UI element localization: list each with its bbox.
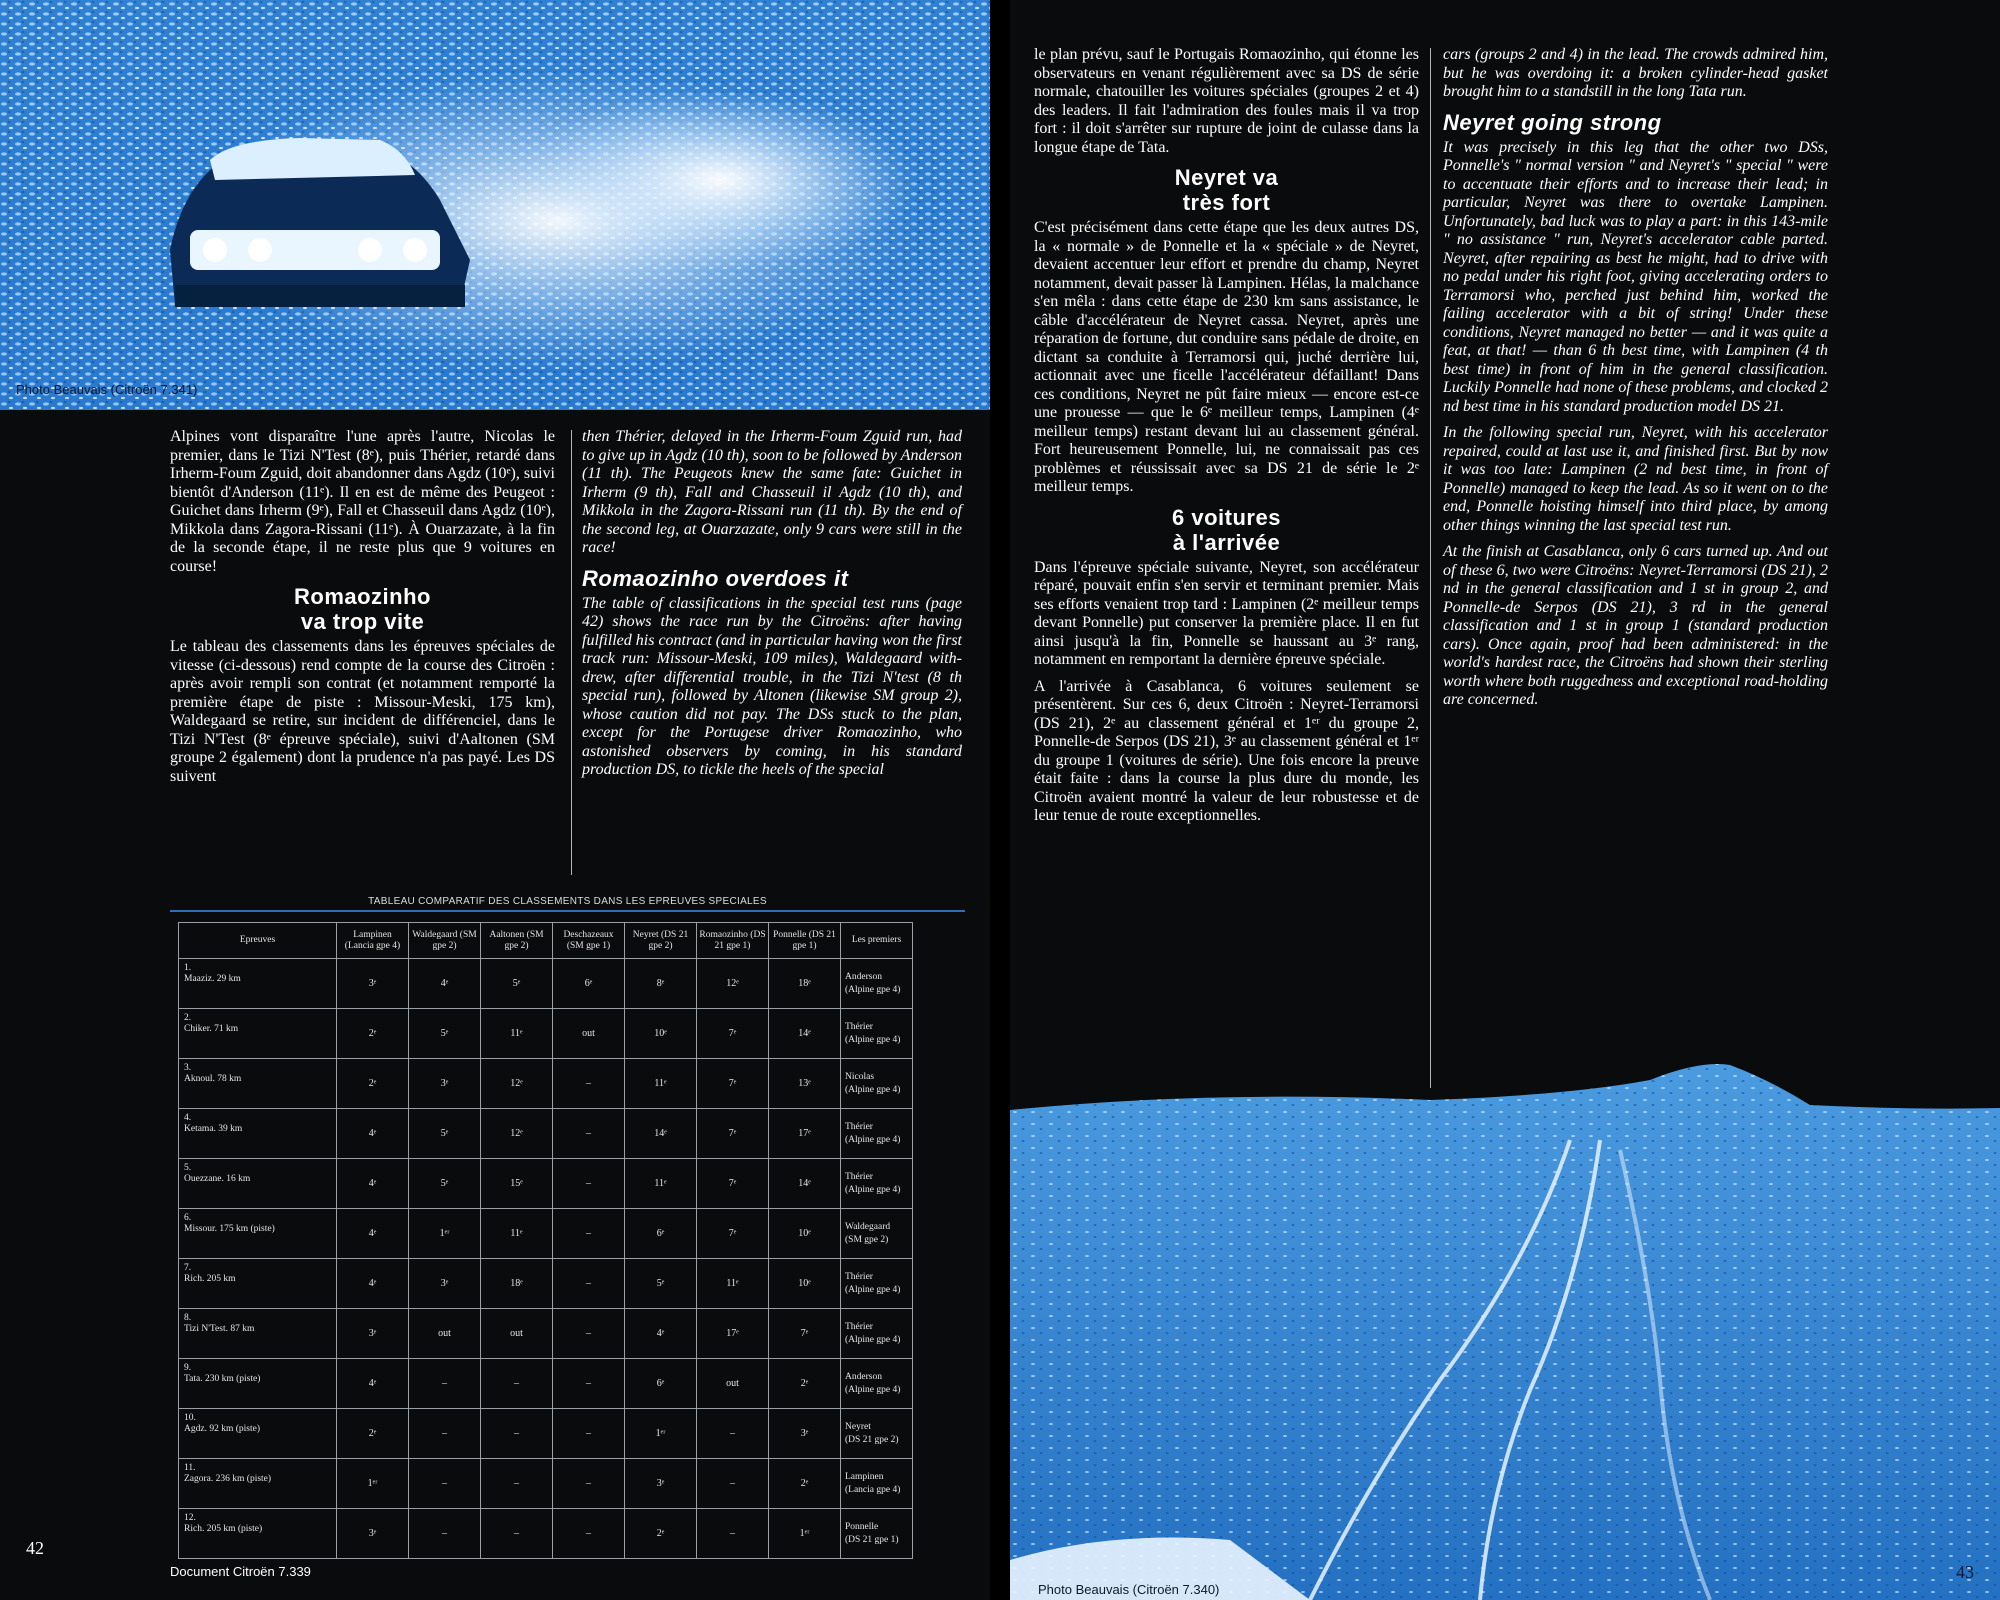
stage-cell bbox=[179, 1459, 337, 1509]
stage-cell bbox=[179, 1209, 337, 1259]
table-row bbox=[179, 1009, 913, 1059]
winner-category: (Alpine gpe 4) bbox=[845, 1334, 901, 1345]
stage-number: 2. bbox=[184, 1013, 192, 1023]
rank-cell: – bbox=[697, 1409, 769, 1459]
rank-cell: 2ᵉ bbox=[769, 1459, 841, 1509]
table-row bbox=[179, 1509, 913, 1559]
rank-cell: 1ᵉʳ bbox=[769, 1509, 841, 1559]
winner-cell bbox=[841, 1009, 913, 1059]
rank-cell: 6ᵉ bbox=[553, 959, 625, 1009]
rally-car-image bbox=[0, 0, 990, 410]
column-rule bbox=[1430, 48, 1431, 1088]
english-column-right bbox=[1443, 46, 1828, 710]
stage-name: Chiker. 71 km bbox=[184, 1024, 239, 1034]
stage-cell bbox=[179, 1309, 337, 1359]
heading-line: 6 voitures bbox=[1172, 504, 1281, 530]
page-number-left: 42 bbox=[26, 1538, 44, 1558]
rank-cell: – bbox=[553, 1359, 625, 1409]
desert-road-image bbox=[1010, 1060, 2000, 1600]
paragraph: cars (groups 2 and 4) in the lead. The crowds admired him, but he was overdoing it: a broken cylinder-head gasket brought him to a standstill in the long Tata run. bbox=[1443, 46, 1828, 100]
stage-name: Rich. 205 km (piste) bbox=[184, 1524, 263, 1534]
heading-line: Neyret va bbox=[1174, 165, 1279, 190]
rank-cell: 7ᵉ bbox=[769, 1309, 841, 1359]
rank-cell: 14ᵉ bbox=[769, 1009, 841, 1059]
stage-cell bbox=[179, 1409, 337, 1459]
rank-cell: 3ᵉ bbox=[769, 1409, 841, 1459]
stage-cell bbox=[179, 1259, 337, 1309]
winner-cell bbox=[841, 1159, 913, 1209]
english-column-left bbox=[582, 428, 962, 780]
rank-cell: 3ᵉ bbox=[337, 959, 409, 1009]
table-body bbox=[179, 959, 913, 1559]
rank-cell: 4ᵉ bbox=[337, 1209, 409, 1259]
table-row bbox=[179, 1159, 913, 1209]
rank-cell: 4ᵉ bbox=[409, 959, 481, 1009]
rank-cell: 2ᵉ bbox=[625, 1509, 697, 1559]
heading-line: Romaozinho bbox=[294, 584, 431, 609]
stage-number: 8. bbox=[184, 1313, 192, 1323]
winner-category: (Lancia gpe 4) bbox=[845, 1484, 901, 1495]
winner-cell bbox=[841, 1059, 913, 1109]
winner-category: (Alpine gpe 4) bbox=[845, 1134, 901, 1145]
rank-cell: – bbox=[409, 1509, 481, 1559]
winner-cell bbox=[841, 959, 913, 1009]
paragraph: Alpines vont disparaître l'une après l'autre, Nicolas le premier, dans le Tizi N'Test (8ᵉ), puis Thérier, retardé dans Irherm-Foum Zguid, doit abandonner dans Agdz (10ᵉ), suivi bientôt d'Anderson (11ᵉ). Il en est de même des Peugeot : Guichet dans Irherm (9ᵉ), Fall et Chasseuil dans Agdz (10ᵉ), Mikkola dans Zagora-Rissani (11ᵉ). À Ouarzazate, à la fin de la seconde étape, il ne reste plus que 9 voitures en course! bbox=[170, 428, 555, 575]
rank-cell: – bbox=[553, 1509, 625, 1559]
rank-cell: 17ᵉ bbox=[769, 1109, 841, 1159]
stage-number: 6. bbox=[184, 1213, 192, 1223]
rank-cell: – bbox=[553, 1409, 625, 1459]
winner-name: Anderson bbox=[845, 1371, 882, 1382]
rank-cell: 6ᵉ bbox=[625, 1359, 697, 1409]
rank-cell: 5ᵉ bbox=[409, 1109, 481, 1159]
rank-cell: 7ᵉ bbox=[697, 1109, 769, 1159]
rank-cell: 15ᵉ bbox=[481, 1159, 553, 1209]
stage-number: 4. bbox=[184, 1113, 192, 1123]
left-page bbox=[0, 0, 990, 1600]
rank-cell: – bbox=[553, 1059, 625, 1109]
table-title: TABLEAU COMPARATIF DES CLASSEMENTS DANS LES EPREUVES SPECIALES bbox=[368, 896, 767, 907]
table-row bbox=[179, 1059, 913, 1109]
table-row bbox=[179, 1409, 913, 1459]
rank-cell: 2ᵉ bbox=[337, 1009, 409, 1059]
winner-name: Thérier bbox=[845, 1271, 873, 1282]
winner-category: (Alpine gpe 4) bbox=[845, 1284, 901, 1295]
rank-cell: 7ᵉ bbox=[697, 1209, 769, 1259]
rank-cell: 2ᵉ bbox=[769, 1359, 841, 1409]
rank-cell: 4ᵉ bbox=[337, 1359, 409, 1409]
winner-category: (Alpine gpe 4) bbox=[845, 984, 901, 995]
stage-cell bbox=[179, 1159, 337, 1209]
winner-name: Waldegaard bbox=[845, 1221, 891, 1232]
table-title-rule bbox=[170, 910, 965, 912]
heading-line: très fort bbox=[1182, 190, 1271, 215]
rank-cell: 14ᵉ bbox=[625, 1109, 697, 1159]
winner-name: Thérier bbox=[845, 1321, 873, 1332]
paragraph: le plan prévu, sauf le Portugais Romaozinho, qui étonne les observateurs en venant régulièrement avec sa DS de série normale, chatouiller les voitures spéciales (groupes 2 et 4) des leaders. Il fait l'admiration des foules mais il va trop fort : il doit s'arrêter sur rupture de joint de culasse dans la longue étape de Tata. bbox=[1034, 46, 1419, 156]
winner-name: Ponnelle bbox=[845, 1521, 879, 1532]
rank-cell: 11ᵉ bbox=[625, 1159, 697, 1209]
winner-cell bbox=[841, 1409, 913, 1459]
rank-cell: 4ᵉ bbox=[337, 1259, 409, 1309]
rank-cell: 12ᵉ bbox=[481, 1059, 553, 1109]
winner-name: Thérier bbox=[845, 1171, 873, 1182]
table-header: Ponnelle (DS 21 gpe 1) bbox=[769, 923, 841, 959]
rally-car-photo bbox=[0, 0, 990, 410]
rank-cell: 4ᵉ bbox=[337, 1159, 409, 1209]
winner-category: (Alpine gpe 4) bbox=[845, 1084, 901, 1095]
stage-cell bbox=[179, 1509, 337, 1559]
winner-category: (DS 21 gpe 2) bbox=[845, 1434, 899, 1445]
rank-cell: – bbox=[481, 1509, 553, 1559]
table-row bbox=[179, 1359, 913, 1409]
rank-cell: 10ᵉ bbox=[769, 1259, 841, 1309]
stage-cell bbox=[179, 959, 337, 1009]
table-header: Aaltonen (SM gpe 2) bbox=[481, 923, 553, 959]
rank-cell: 18ᵉ bbox=[481, 1259, 553, 1309]
stage-cell bbox=[179, 1059, 337, 1109]
rank-cell: – bbox=[553, 1309, 625, 1359]
rank-cell: 4ᵉ bbox=[625, 1309, 697, 1359]
table-row bbox=[179, 1109, 913, 1159]
photo-credit-right: Photo Beauvais (Citroën 7.340) bbox=[1038, 1582, 1220, 1597]
stage-name: Missour. 175 km (piste) bbox=[184, 1224, 275, 1234]
winner-cell bbox=[841, 1209, 913, 1259]
stage-number: 11. bbox=[184, 1463, 196, 1473]
winner-name: Thérier bbox=[845, 1121, 873, 1132]
winner-category: (DS 21 gpe 1) bbox=[845, 1534, 899, 1545]
stage-name: Ouezzane. 16 km bbox=[184, 1174, 251, 1184]
rank-cell: – bbox=[553, 1259, 625, 1309]
winner-name: Lampinen bbox=[845, 1471, 884, 1482]
rank-cell: 12ᵉ bbox=[697, 959, 769, 1009]
paragraph: then Thérier, delayed in the Irherm-Foum Zguid run, had to give up in Agdz (10 th), soon to be followed by Anderson (11 th). The Peugeots knew the same fate: Guichet in Irherm (9 th), Fall and Chasseuil il Agdz (10 th), and Mikkola in the Zagora-Rissani run (11 th). By the end of the second leg, at Ouarzazate, only 9 cars were still in the race! bbox=[582, 428, 962, 556]
stage-number: 1. bbox=[184, 963, 192, 973]
heading-line: à l'arrivée bbox=[1172, 529, 1281, 555]
stage-cell bbox=[179, 1109, 337, 1159]
rank-cell: 1ᵉʳ bbox=[625, 1409, 697, 1459]
stage-name: Agdz. 92 km (piste) bbox=[184, 1424, 260, 1434]
table-header: Les premiers bbox=[841, 923, 913, 959]
french-column-left bbox=[170, 428, 555, 786]
rank-cell: 5ᵉ bbox=[409, 1009, 481, 1059]
winner-category: (Alpine gpe 4) bbox=[845, 1034, 901, 1045]
rank-cell: 17ᵉ bbox=[697, 1309, 769, 1359]
rank-cell: out bbox=[409, 1309, 481, 1359]
table-row bbox=[179, 1459, 913, 1509]
rank-cell: 11ᵉ bbox=[697, 1259, 769, 1309]
rank-cell: 5ᵉ bbox=[481, 959, 553, 1009]
stage-cell bbox=[179, 1009, 337, 1059]
rank-cell: – bbox=[553, 1109, 625, 1159]
rank-cell: – bbox=[481, 1359, 553, 1409]
stage-name: Aknoul. 78 km bbox=[184, 1074, 242, 1084]
rank-cell: 6ᵉ bbox=[625, 1209, 697, 1259]
rank-cell: 7ᵉ bbox=[697, 1059, 769, 1109]
section-heading bbox=[170, 584, 555, 634]
table-header: Neyret (DS 21 gpe 2) bbox=[625, 923, 697, 959]
table-header: Epreuves bbox=[179, 923, 337, 959]
table-header: Waldegaard (SM gpe 2) bbox=[409, 923, 481, 959]
rank-cell: 2ᵉ bbox=[337, 1059, 409, 1109]
right-page bbox=[1010, 0, 2000, 1600]
rank-cell: 4ᵉ bbox=[337, 1109, 409, 1159]
page-gutter bbox=[990, 0, 1010, 1600]
rank-cell: – bbox=[697, 1459, 769, 1509]
stage-name: Zagora. 236 km (piste) bbox=[184, 1474, 272, 1484]
winner-cell bbox=[841, 1509, 913, 1559]
rank-cell: – bbox=[553, 1209, 625, 1259]
stage-number: 3. bbox=[184, 1063, 192, 1073]
rank-cell: 1ᵉʳ bbox=[337, 1459, 409, 1509]
winner-name: Anderson bbox=[845, 971, 882, 982]
winner-cell bbox=[841, 1359, 913, 1409]
classification-table bbox=[178, 922, 913, 1559]
rank-cell: – bbox=[481, 1409, 553, 1459]
rank-cell: 10ᵉ bbox=[625, 1009, 697, 1059]
paragraph: Dans l'épreuve spéciale suivante, Neyret, son accélérateur réparé, pouvait enfin s'en servir et terminant premier. Mais ses efforts venaient trop tard : Lampinen (2ᵉ meilleur temps devant Ponnelle) put conserver la première place. Il en fut ainsi jusqu'à la fin, Ponnelle se haussant au 3ᵉ rang, notamment en remportant la dernière épreuve spéciale. bbox=[1034, 558, 1419, 668]
rank-cell: 11ᵉ bbox=[481, 1209, 553, 1259]
rank-cell: 11ᵉ bbox=[625, 1059, 697, 1109]
paragraph: In the following special run, Neyret, with his accelerator repaired, could at last use it, and finished first. But by now it was too late: Lampinen (2 nd best time, in front of Ponnelle) managed to keep the lead. As so it went on to the end, Ponnelle hoisting himself into third place, by among other things winning the last special test run. bbox=[1443, 424, 1828, 534]
table-row bbox=[179, 959, 913, 1009]
classification-table-block bbox=[170, 896, 965, 1559]
table-row bbox=[179, 1309, 913, 1359]
rank-cell: out bbox=[553, 1009, 625, 1059]
rank-cell: – bbox=[409, 1409, 481, 1459]
table-header-row bbox=[179, 923, 913, 959]
stage-number: 5. bbox=[184, 1163, 192, 1173]
winner-category: (Alpine gpe 4) bbox=[845, 1184, 901, 1195]
page-number-right: 43 bbox=[1956, 1562, 1974, 1582]
table-header: Lampinen (Lancia gpe 4) bbox=[337, 923, 409, 959]
table-header: Romaozinho (DS 21 gpe 1) bbox=[697, 923, 769, 959]
rank-cell: 11ᵉ bbox=[481, 1009, 553, 1059]
stage-number: 10. bbox=[184, 1413, 196, 1423]
table-header: Deschazeaux (SM gpe 1) bbox=[553, 923, 625, 959]
winner-cell bbox=[841, 1459, 913, 1509]
rank-cell: 2ᵉ bbox=[337, 1409, 409, 1459]
stage-name: Rich. 205 km bbox=[184, 1274, 236, 1284]
winner-name: Neyret bbox=[845, 1421, 871, 1432]
section-heading: Neyret going strong bbox=[1443, 109, 1662, 135]
winner-category: (Alpine gpe 4) bbox=[845, 1384, 901, 1395]
rank-cell: 3ᵉ bbox=[409, 1059, 481, 1109]
stage-name: Maaziz. 29 km bbox=[184, 974, 241, 984]
rank-cell: 7ᵉ bbox=[697, 1159, 769, 1209]
stage-number: 9. bbox=[184, 1363, 192, 1373]
rank-cell: 18ᵉ bbox=[769, 959, 841, 1009]
rank-cell: – bbox=[409, 1359, 481, 1409]
stage-number: 12. bbox=[184, 1513, 196, 1523]
rank-cell: 5ᵉ bbox=[625, 1259, 697, 1309]
winner-name: Thérier bbox=[845, 1021, 873, 1032]
paragraph: A l'arrivée à Casablanca, 6 voitures seulement se présentèrent. Sur ces 6, deux Citroën : Neyret-Terramorsi (DS 21), 2ᵉ au classement général et 1ᵉʳ du groupe 2, Ponnelle-de Serpos (DS 21), 3ᵉ au classement général et 1ᵉʳ du groupe 1 (voitures de série). Une fois encore la preuve était faite : dans la course la plus dure du monde, les Citroën avaient montré la valeur de leur robustesse et de leur tenue de route exceptionnelles. bbox=[1034, 677, 1419, 824]
stage-cell bbox=[179, 1359, 337, 1409]
paragraph: The table of classifications in the special test runs (page 42) shows the race run by the Citroëns: after having fulfilled his contract (and in particular having won the first track run: Missour-Meski, 109 miles), Waldegaard with-drew, after differential trouble, in the Tizi N'test (8 th special run), followed by Altonen (likewise SM group 2), whose caution did not pay. The DSs stuck to the plan, except for the Portugese driver Romaozinho, who astonished observers by coming, in his standard production DS, to tickle the heels of the special bbox=[582, 594, 962, 778]
winner-cell bbox=[841, 1309, 913, 1359]
heading-line: va trop vite bbox=[300, 609, 425, 634]
section-heading: Romaozinho overdoes it bbox=[582, 565, 849, 591]
rank-cell: 7ᵉ bbox=[697, 1009, 769, 1059]
desert-road-photo bbox=[1010, 1060, 2000, 1600]
rank-cell: out bbox=[481, 1309, 553, 1359]
paragraph: Le tableau des classements dans les épreuves spéciales de vitesse (ci-dessous) rend compte de la course des Citroën : après avoir rempli son contrat (et notamment remporté la première étape de piste : Missour-Meski, 175 km), Waldegaard se retire, sur incident de différenciel, dans le Tizi N'Test (8ᵉ épreuve spéciale), suivi d'Aaltonen (SM groupe 2 également) dont la prudence n'a pas payé. Les DS suivent bbox=[170, 638, 555, 785]
rank-cell: – bbox=[553, 1459, 625, 1509]
paragraph: At the finish at Casablanca, only 6 cars turned up. And out of these 6, two were Citroëns: Neyret-Terramorsi (DS 21), 2 nd in the general classification and 1 st in group 2, and Ponnelle-de Serpos (DS 21), 3 rd in the general classification and 1 st in group 1 (standard production cars). Once again, proof had been administered: in the world's hardest race, the Citroëns had shown their sterling worth where both ruggedness and exceptional road-holding are concerned. bbox=[1443, 543, 1828, 708]
rank-cell: 10ᵉ bbox=[769, 1209, 841, 1259]
rank-cell: – bbox=[409, 1459, 481, 1509]
rank-cell: 1ᵉʳ bbox=[409, 1209, 481, 1259]
french-column-right bbox=[1034, 46, 1419, 826]
paragraph: It was precisely in this leg that the other two DSs, Ponnelle's " normal version " and Neyret's " special " were to accentuate their efforts and to increase their lead; in particular, Neyret was there to overtake Lampinen. Unfortunately, bad luck was to play a part: in this 143-mile " no assistance " run, Neyret's accelerator cable parted. Neyret, after repairing as best he might, had to drive with no pedal under his right foot, giving accelerating orders to Terramorsi who, perched just behind him, worked the failing accelerator with a bit of string! Under these conditions, Neyret managed no better — and it was quite a feat, at that! — than 6 th best time, with Lampinen (4 th best time) in front of him in the general classification. Luckily Ponnelle had none of these problems, and clocked 2 nd best time in his standard production model DS 21. bbox=[1443, 138, 1828, 415]
stage-name: Tizi N'Test. 87 km bbox=[184, 1324, 255, 1334]
rank-cell: – bbox=[697, 1509, 769, 1559]
table-row bbox=[179, 1259, 913, 1309]
table-row bbox=[179, 1209, 913, 1259]
stage-name: Ketama. 39 km bbox=[184, 1124, 243, 1134]
rank-cell: 3ᵉ bbox=[337, 1509, 409, 1559]
rank-cell: out bbox=[697, 1359, 769, 1409]
winner-category: (SM gpe 2) bbox=[845, 1234, 889, 1245]
stage-name: Tata. 230 km (piste) bbox=[184, 1374, 261, 1384]
winner-name: Nicolas bbox=[845, 1071, 875, 1082]
paragraph: C'est précisément dans cette étape que les deux autres DS, la « normale » de Ponnelle et la « spéciale » de Neyret, devaient accentuer leur effort et prendre du champ, Neyret notamment, devait passer là Lampinen. Hélas, la malchance s'en mêla : dans cette étape de 230 km sans assistance, le câble d'accélérateur de Neyret cassa. Neyret, après une réparation de fortune, dut conduire sans pédale de droite, en dictant sa conduite à Terramorsi qui, juché derrière lui, actionnait avec une ficelle l'accélérateur défaillant! Dans ces conditions, Neyret ne pût faire mieux — encore est-ce une prouesse — que le 6ᵉ meilleur temps, Lampinen (4ᵉ meilleur temps) restant devant lui au classement général. Fort heureusement Ponnelle, lui, ne connaissait pas ces problèmes et réussissait avec sa DS 21 de série le 2ᵉ meilleur temps. bbox=[1034, 219, 1419, 495]
section-heading bbox=[1034, 165, 1419, 215]
rank-cell: 13ᵉ bbox=[769, 1059, 841, 1109]
rank-cell: 5ᵉ bbox=[409, 1159, 481, 1209]
rank-cell: 3ᵉ bbox=[625, 1459, 697, 1509]
stage-number: 7. bbox=[184, 1263, 192, 1273]
winner-cell bbox=[841, 1109, 913, 1159]
rank-cell: 12ᵉ bbox=[481, 1109, 553, 1159]
winner-cell bbox=[841, 1259, 913, 1309]
rank-cell: 8ᵉ bbox=[625, 959, 697, 1009]
rank-cell: 3ᵉ bbox=[409, 1259, 481, 1309]
rank-cell: – bbox=[553, 1159, 625, 1209]
rank-cell: 14ᵉ bbox=[769, 1159, 841, 1209]
rank-cell: – bbox=[481, 1459, 553, 1509]
section-heading bbox=[1034, 505, 1419, 555]
photo-credit-left: Photo Beauvais (Citroën 7.341) bbox=[16, 382, 198, 397]
document-caption: Document Citroën 7.339 bbox=[170, 1564, 311, 1579]
rank-cell: 3ᵉ bbox=[337, 1309, 409, 1359]
column-rule bbox=[571, 430, 572, 875]
